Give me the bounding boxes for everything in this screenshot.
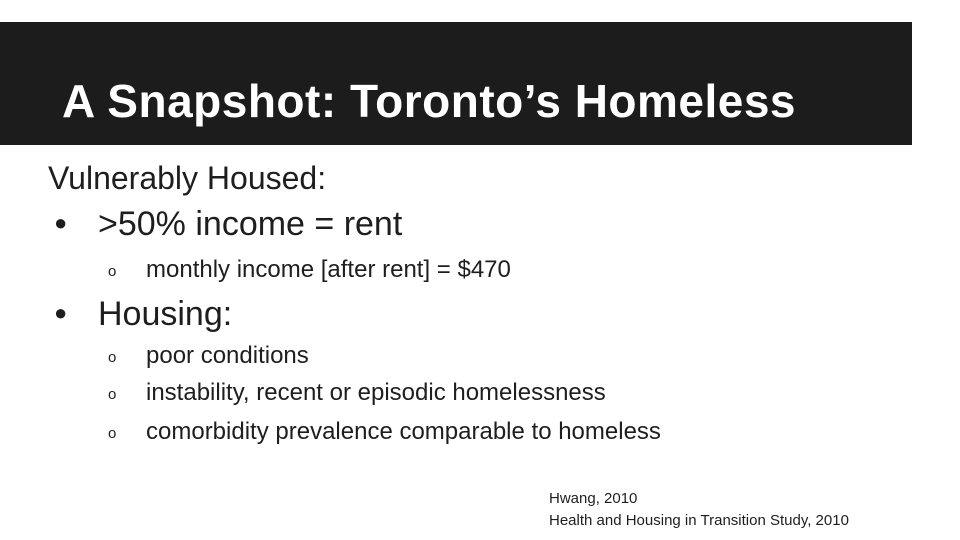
citations: [549, 488, 849, 532]
sub-bullet-text: monthly income [after rent] = $470: [146, 256, 511, 283]
sub-bullet-item: [108, 256, 511, 284]
bullet-item: [54, 295, 232, 334]
sub-bullet-marker: o: [108, 425, 117, 442]
citation-line: Hwang, 2010: [549, 490, 638, 507]
sub-bullet-item: [108, 342, 309, 370]
slide-title: A Snapshot: Toronto’s Homeless: [62, 75, 797, 127]
bullet-marker: ●: [54, 210, 68, 235]
sub-bullet-text: poor conditions: [146, 342, 309, 369]
bullet-marker: ●: [54, 300, 68, 325]
section-heading: Vulnerably Housed:: [48, 160, 327, 196]
citation-line: Health and Housing in Transition Study, 2010: [549, 512, 849, 529]
bullet-item: [54, 205, 402, 244]
sub-bullet-marker: o: [108, 349, 117, 366]
sub-bullet-text: comorbidity prevalence comparable to homeless: [146, 418, 661, 445]
bullet-text: >50% income = rent: [98, 205, 403, 243]
sub-bullet-marker: o: [108, 386, 117, 403]
sub-bullet-marker: o: [108, 263, 117, 280]
sub-bullet-text: instability, recent or episodic homelessness: [146, 379, 606, 406]
sub-bullet-item: [108, 418, 661, 446]
bullet-text: Housing:: [98, 295, 233, 333]
sub-bullet-item: [108, 379, 606, 407]
